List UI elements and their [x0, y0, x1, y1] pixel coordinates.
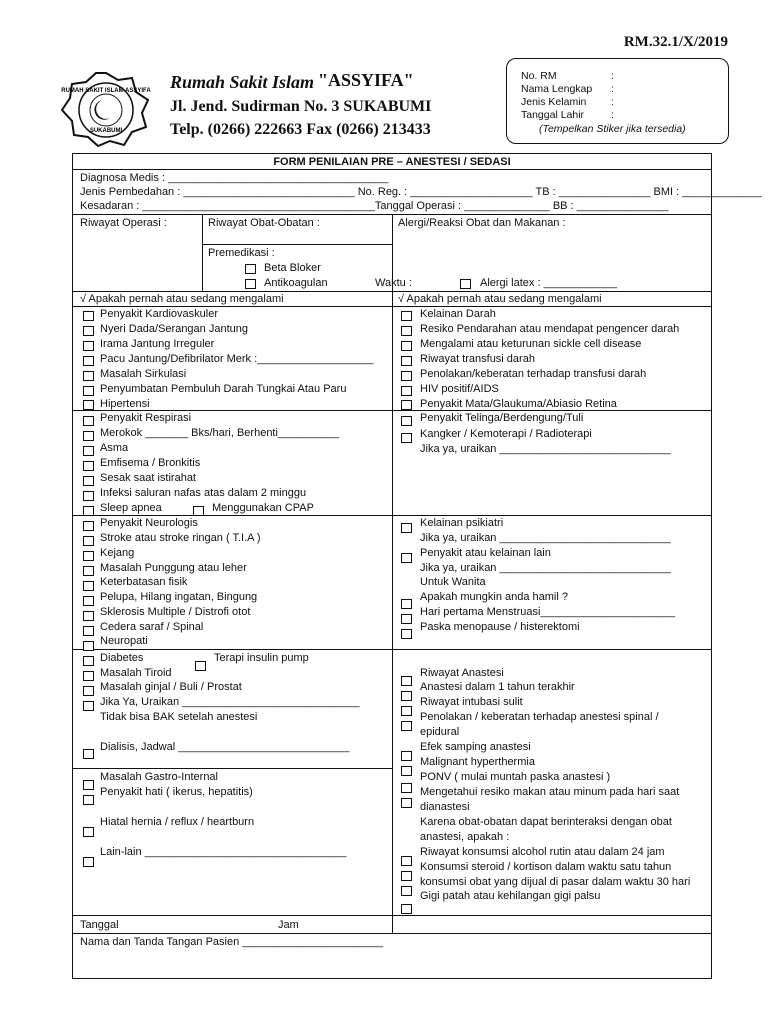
respirasi-checkbox[interactable] — [83, 476, 94, 486]
gastro-checkbox[interactable] — [83, 780, 94, 790]
list-item: Penyakit hati ( ikerus, hepatitis) — [100, 786, 253, 798]
wanita-checkbox[interactable] — [401, 629, 412, 639]
list-item: Kelainan psikiatri — [420, 517, 504, 529]
list-item: konsumsi obat yang dijual di pasar dalam waktu 30 hari — [420, 876, 691, 888]
anestesi-checkbox[interactable] — [401, 691, 412, 701]
hospital-address: Jl. Jend. Sudirman No. 3 SUKABUMI — [170, 98, 432, 115]
anestesi-checkbox[interactable] — [401, 871, 412, 881]
antikoagulan-checkbox[interactable] — [245, 279, 256, 289]
divider — [392, 291, 393, 933]
list-item: Pacu Jantung/Defibrilator Merk :___________________ — [100, 353, 374, 365]
list-item: Riwayat konsumsi alcohol rutin atau dalam 24 jam — [420, 846, 665, 858]
psikiatri-checkbox[interactable] — [401, 553, 412, 563]
riwayat-operasi-label: Riwayat Operasi : — [80, 217, 167, 229]
list-item: Mengalami atau keturunan sickle cell disease — [420, 338, 642, 350]
darah-checkbox[interactable] — [401, 371, 412, 381]
respirasi-checkbox[interactable] — [83, 491, 94, 501]
list-item: Masalah ginjal / Buli / Prostat — [100, 681, 242, 693]
sticker-note: (Tempelkan Stiker jika tersedia) — [539, 123, 686, 135]
list-item: Masalah Punggung atau leher — [100, 562, 247, 574]
list-item: Paska menopause / histerektomi — [420, 621, 580, 633]
list-item: Pelupa, Hilang ingatan, Bingung — [100, 591, 258, 603]
alergi-obat-label: Alergi/Reaksi Obat dan Makanan : — [398, 217, 566, 229]
anestesi-checkbox[interactable] — [401, 783, 412, 793]
list-item: Penyakit Mata/Glaukuma/Abiasio Retina — [420, 398, 617, 410]
list-item: Penyumbatan Pembuluh Darah Tungkai Atau Paru — [100, 383, 347, 395]
list-item: Malignant hyperthermia — [420, 756, 535, 768]
neuro-checkbox[interactable] — [83, 626, 94, 636]
kardio-checkbox[interactable] — [83, 371, 94, 381]
list-item: Karena obat-obatan dapat berinteraksi dengan obat — [420, 816, 672, 828]
list-item: Konsumsi steroid / kortison dalam waktu satu tahun — [420, 861, 672, 873]
kardio-checkbox[interactable] — [83, 386, 94, 396]
respirasi-checkbox[interactable] — [83, 446, 94, 456]
respirasi-checkbox[interactable] — [83, 506, 94, 516]
colon-text: : — [611, 83, 614, 95]
list-item: Penolakan / keberatan terhadap anestesi spinal / — [420, 711, 659, 723]
list-item: Hipertensi — [100, 398, 150, 410]
divider — [72, 933, 712, 934]
list-item: Irama Jantung Irreguler — [100, 338, 215, 350]
neuro-checkbox[interactable] — [83, 536, 94, 546]
gastro-checkbox[interactable] — [83, 795, 94, 805]
kardio-checkbox[interactable] — [83, 400, 94, 410]
list-item: Terapi insulin pump — [214, 652, 309, 664]
beta-bloker-checkbox[interactable] — [245, 264, 256, 274]
cpap-checkbox[interactable] — [193, 506, 204, 516]
logo-text-top: RUMAH SAKIT ISLAM ASSYIFA — [61, 88, 151, 94]
tht-checkbox[interactable] — [401, 416, 412, 426]
list-item: Masalah Sirkulasi — [100, 368, 187, 380]
colon-text: : — [611, 96, 614, 108]
section-header-left: √ Apakah pernah atau sedang mengalami — [80, 293, 284, 305]
premedikasi-label: Premedikasi : — [208, 247, 275, 259]
colon-text: : — [611, 109, 614, 121]
tanggal-field[interactable]: Tanggal — [80, 919, 119, 931]
wanita-checkbox[interactable] — [401, 614, 412, 624]
label-jenis-kelamin: Jenis Kelamin — [521, 96, 587, 108]
metab-checkbox[interactable] — [83, 749, 94, 759]
list-item: Tidak bisa BAK setelah anestesi — [100, 711, 258, 723]
neuro-checkbox[interactable] — [83, 611, 94, 621]
list-item: Masalah Gastro-Internal — [100, 771, 218, 783]
darah-checkbox[interactable] — [401, 326, 412, 336]
respirasi-checkbox[interactable] — [83, 461, 94, 471]
beta-bloker-label: Beta Bloker — [264, 262, 321, 274]
label-tanggal-lahir: Tanggal Lahir — [521, 109, 585, 121]
hospital-name: "ASSYIFA" — [318, 70, 414, 90]
neuro-checkbox[interactable] — [83, 521, 94, 531]
list-item: Infeksi saluran nafas atas dalam 2 minggu — [100, 487, 307, 499]
list-item: Gigi patah atau kehilangan gigi palsu — [420, 890, 601, 902]
neuro-checkbox[interactable] — [83, 596, 94, 606]
list-item: epidural — [420, 726, 460, 738]
list-item: Penyakit Telinga/Berdengung/Tuli — [420, 412, 584, 424]
list-item: Lain-lain _________________________________ — [100, 846, 347, 858]
list-item: Anastesi dalam 1 tahun terakhir — [420, 681, 575, 693]
list-item: Hari pertama Menstruasi______________________ — [420, 606, 676, 618]
list-item: Penolakan/keberatan terhadap transfusi darah — [420, 368, 647, 380]
divider — [202, 244, 392, 245]
gastro-checkbox[interactable] — [83, 857, 94, 867]
list-item: Efek samping anastesi — [420, 741, 531, 753]
insulin-checkbox[interactable] — [195, 661, 206, 671]
colon-text: : — [611, 70, 614, 82]
gastro-checkbox[interactable] — [83, 827, 94, 837]
neuro-checkbox[interactable] — [83, 566, 94, 576]
diagnosa-medis-field[interactable]: Diagnosa Medis : ____________________________________ — [80, 172, 389, 184]
divider — [72, 768, 393, 769]
kardio-checkbox[interactable] — [83, 326, 94, 336]
list-item: Dialisis, Jadwal ____________________________ — [100, 741, 350, 753]
anestesi-checkbox[interactable] — [401, 798, 412, 808]
alergi-latex-field[interactable]: Alergi latex : ____________ — [480, 277, 617, 289]
anestesi-checkbox[interactable] — [401, 886, 412, 896]
riwayat-obat-label: Riwayat Obat-Obatan : — [208, 217, 320, 229]
list-item: Emfisema / Bronkitis — [100, 457, 201, 469]
list-item: Nyeri Dada/Serangan Jantung — [100, 323, 248, 335]
anestesi-checkbox[interactable] — [401, 706, 412, 716]
list-item: Keterbatasan fisik — [100, 576, 188, 588]
darah-checkbox[interactable] — [401, 400, 412, 410]
list-item: Penyakit Neurologis — [100, 517, 198, 529]
anestesi-checkbox[interactable] — [401, 904, 412, 914]
darah-checkbox[interactable] — [401, 386, 412, 396]
list-item: Apakah mungkin anda hamil ? — [420, 591, 568, 603]
list-item: Stroke atau stroke ringan ( T.I.A ) — [100, 532, 261, 544]
anestesi-checkbox[interactable] — [401, 721, 412, 731]
waktu-label: Waktu : — [375, 277, 412, 289]
neuro-checkbox[interactable] — [83, 551, 94, 561]
list-item: Hiatal hernia / reflux / heartburn — [100, 816, 255, 828]
respirasi-checkbox[interactable] — [83, 416, 94, 426]
patient-signature-field[interactable]: Nama dan Tanda Tangan Pasien _______________________ — [80, 936, 383, 948]
alergi-latex-checkbox[interactable] — [460, 279, 471, 289]
hospital-phone: Telp. (0266) 222663 Fax (0266) 213433 — [170, 121, 431, 138]
list-item: Jika ya, uraikan ____________________________ — [420, 562, 671, 574]
list-item: Jika ya, uraikan ____________________________ — [420, 532, 671, 544]
list-item: Cedera saraf / Spinal — [100, 621, 204, 633]
form-title: FORM PENILAIAN PRE – ANESTESI / SEDASI — [273, 156, 511, 168]
list-item: dianastesi — [420, 801, 470, 813]
darah-checkbox[interactable] — [401, 356, 412, 366]
list-item: PONV ( mulai muntah paska anastesi ) — [420, 771, 611, 783]
metab-checkbox[interactable] — [83, 686, 94, 696]
jam-field[interactable]: Jam — [278, 919, 299, 931]
jenis-pembedahan-field[interactable]: Jenis Pembedahan : ____________________________ No. Reg. : ____________________ TB : _______________ BMI : _____________ — [80, 186, 762, 198]
antikoagulan-label: Antikoagulan — [264, 277, 328, 289]
anestesi-checkbox[interactable] — [401, 856, 412, 866]
list-item: Merokok _______ Bks/hari, Berhenti__________ — [100, 427, 340, 439]
metab-checkbox[interactable] — [83, 701, 94, 711]
neuro-checkbox[interactable] — [83, 641, 94, 651]
list-item: Jika Ya, Uraikan _____________________________ — [100, 696, 360, 708]
list-item: Penyakit Kardiovaskuler — [100, 308, 219, 320]
anestesi-checkbox[interactable] — [401, 766, 412, 776]
list-item: Masalah Tiroid — [100, 667, 172, 679]
list-item: Kejang — [100, 547, 135, 559]
wanita-checkbox[interactable] — [401, 599, 412, 609]
section-header-right: √ Apakah pernah atau sedang mengalami — [398, 293, 602, 305]
list-item: Neuropati — [100, 635, 148, 647]
kardio-checkbox[interactable] — [83, 356, 94, 366]
list-item: Riwayat intubasi sulit — [420, 696, 523, 708]
list-item: Kangker / Kemoterapi / Radioterapi — [420, 428, 592, 440]
diabetes-checkbox[interactable] — [83, 656, 94, 666]
list-item: Sklerosis Multiple / Distrofi otot — [100, 606, 251, 618]
list-item: Asma — [100, 442, 129, 454]
label-no-rm: No. RM — [521, 70, 557, 82]
metab-checkbox[interactable] — [83, 671, 94, 681]
anestesi-checkbox[interactable] — [401, 676, 412, 686]
hospital-script-name: Rumah Sakit Islam — [170, 72, 315, 92]
list-item: Untuk Wanita — [420, 576, 486, 588]
hospital-logo — [58, 70, 154, 150]
darah-checkbox[interactable] — [401, 341, 412, 351]
neuro-checkbox[interactable] — [83, 581, 94, 591]
kardio-checkbox[interactable] — [83, 341, 94, 351]
list-item: Riwayat Anastesi — [420, 667, 504, 679]
divider — [72, 169, 712, 170]
list-item: Kelainan Darah — [420, 308, 496, 320]
list-item: Menggunakan CPAP — [212, 502, 314, 514]
list-item: anastesi, apakah : — [420, 831, 510, 843]
tht-checkbox[interactable] — [401, 433, 412, 443]
list-item: Jika ya, uraikan ____________________________ — [420, 443, 671, 455]
patient-field-labels — [521, 70, 592, 122]
label-nama-lengkap: Nama Lengkap — [521, 83, 593, 95]
list-item: Resiko Pendarahan atau mendapat pengencer darah — [420, 323, 680, 335]
list-item: Diabetes — [100, 652, 144, 664]
kardio-checkbox[interactable] — [83, 311, 94, 321]
patient-sticker-box — [506, 58, 729, 144]
list-item: Penyakit Respirasi — [100, 412, 192, 424]
patient-field-colons — [611, 70, 614, 122]
anestesi-checkbox[interactable] — [401, 751, 412, 761]
list-item: Sesak saat istirahat — [100, 472, 196, 484]
list-item: Mengetahui resiko makan atau minum pada hari saat — [420, 786, 680, 798]
divider — [202, 214, 203, 291]
list-item: Riwayat transfusi darah — [420, 353, 535, 365]
list-item: Sleep apnea — [100, 502, 162, 514]
document-code: RM.32.1/X/2019 — [623, 34, 728, 50]
respirasi-checkbox[interactable] — [83, 431, 94, 441]
logo-text-bottom: SUKABUMI — [89, 128, 123, 134]
kesadaran-field[interactable]: Kesadaran : ______________________________________Tanggal Operasi : ______________ BB : _______________ — [80, 200, 669, 212]
darah-checkbox[interactable] — [401, 311, 412, 321]
list-item: HIV positif/AIDS — [420, 383, 499, 395]
psikiatri-checkbox[interactable] — [401, 523, 412, 533]
list-item: Penyakit atau kelainan lain — [420, 547, 551, 559]
